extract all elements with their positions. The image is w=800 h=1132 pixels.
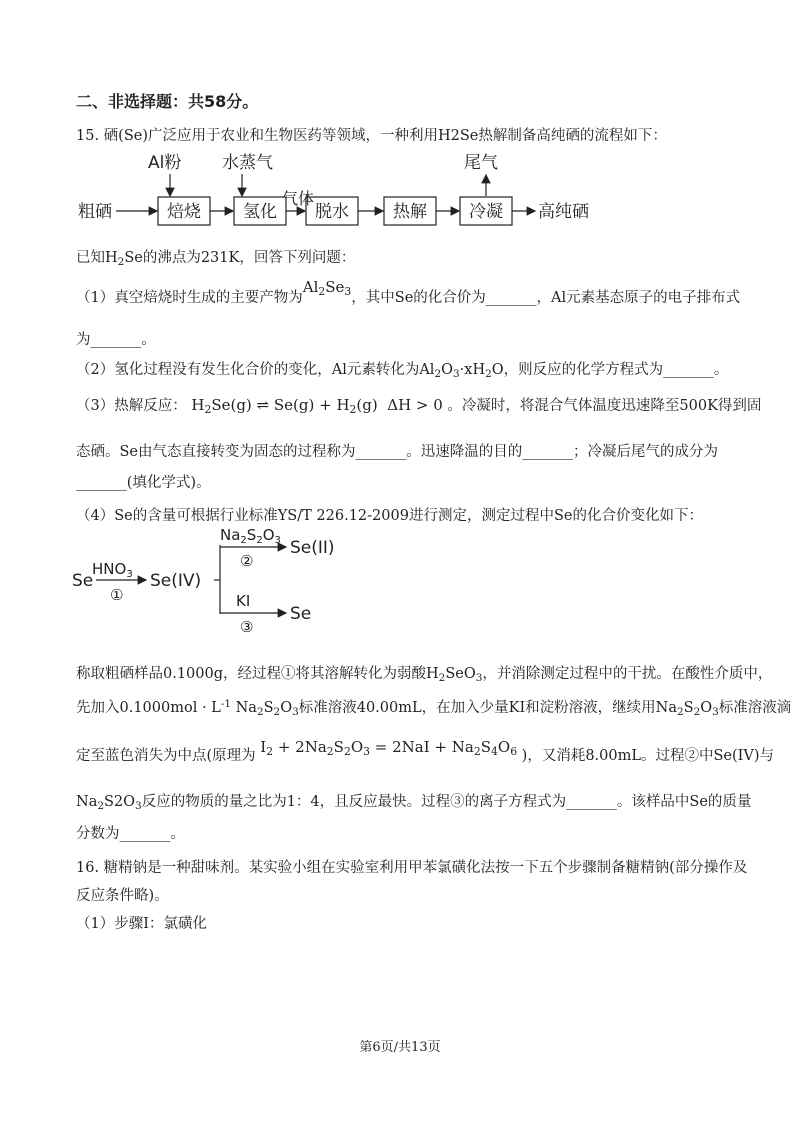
q15-part4-intro: （4）Se的含量可根据行业标准YS/T 226.12-2009进行测定，测定过程中Se的化合价变化如下：: [76, 508, 703, 524]
q15-part4-line1: 称取粗硒样品0.1000g，经过程①将其溶解转化为弱酸$H_2SeO_3$，并消除测定过程中的干扰。在酸性介质中，: [76, 666, 773, 685]
q15-part4-line3: 定至蓝色消失为中点(原理为 $I_2 + 2Na_2S_2O_3 = 2NaI + Na_2S_4O_6$ )，又消耗8.00mL。过程②中Se(IV)与: [76, 738, 775, 764]
q15-known: 已知$H_2Se$的沸点为231K，回答下列问题：: [76, 250, 356, 269]
q15-part3-line2: 态硒。Se由气态直接转变为固态的过程称为_______。迅速降温的目的_______；冷凝后尾气的成分为: [76, 444, 719, 460]
scheme-se4: Se(IV): [150, 571, 202, 591]
q15-part4-line2: 先加入$0.1000mol \cdot L^{-1}$ $Na_2S_2O_3$标准溶液40.00mL，在加入少量KI和淀粉溶液，继续用$Na_2S_2O_3$标准溶液滴: [76, 697, 792, 719]
scheme-na2s2o3: $Na_2S_2O_3$: [220, 526, 281, 546]
scheme-step2: ②: [240, 552, 254, 570]
flow-box-roast-label: 焙烧: [167, 202, 201, 222]
flow-box-pyrolysis-label: 热解: [393, 202, 427, 222]
q16-part1: （1）步骤I：氯磺化: [76, 916, 207, 932]
flow-box-condense-label: 冷凝: [469, 202, 503, 222]
reagent-al-label: Al粉: [148, 153, 182, 173]
q15-part1-line2: 为_______。: [76, 332, 156, 348]
iodine-thiosulfate-equation: $I_2 + 2Na_2S_2O_3 = 2NaI + Na_2S_4O_6$: [260, 738, 518, 759]
q15-part3-line1: （3）热解反应： $H_2Se(g)$ ⇌ $Se(g) + H_2(g) \Delta H > 0$ 。冷凝时，将混合气体温度迅速降至500K得到固: [76, 396, 762, 417]
flow-input-label: 粗硒: [78, 202, 112, 222]
process-flow-diagram: [70, 148, 630, 228]
flow-output-label: 高纯硒: [538, 202, 589, 222]
q15-intro: 15. 硒(Se)广泛应用于农业和生物医药等领域，一种利用H2Se热解制备高纯硒的流程如下：: [76, 128, 667, 144]
q15-part4-line5: 分数为_______。: [76, 826, 185, 842]
tail-gas-label: 尾气: [464, 153, 498, 173]
scheme-se2: Se(II): [290, 538, 335, 558]
pyrolysis-equation: $H_2Se(g)$ ⇌ $Se(g) + H_2(g) \Delta H > 0$: [191, 396, 443, 417]
q15-part2: （2）氢化过程没有发生化合价的变化，Al元素转化为$Al_2O_3\cdot xH_2O$，则反应的化学方程式为_______。: [76, 362, 729, 381]
scheme-se: Se: [72, 571, 94, 591]
scheme-ki: KI: [236, 592, 251, 610]
q15-part1-line1: （1）真空焙烧时生成的主要产物为$Al_2Se_3$，其中Se的化合价为_______，Al元素基态原子的电子排布式: [76, 278, 741, 306]
reagent-steam-label: 水蒸气: [222, 153, 273, 173]
scheme-hno3: $HNO_3$: [92, 560, 133, 580]
page-number: 第6页/共13页: [359, 1040, 441, 1055]
q16-line1: 16. 糖精钠是一种甜味剂。某实验小组在实验室利用甲苯氯磺化法按一下五个步骤制备糖精钠(部分操作及: [76, 860, 748, 876]
q16-line2: 反应条件略)。: [76, 888, 169, 904]
flow-box-hydrogenate-label: 氢化: [243, 202, 277, 222]
scheme-step1: ①: [110, 586, 124, 604]
gas-label: 气体: [282, 189, 315, 208]
flow-box-dehydrate-label: 脱水: [315, 202, 349, 222]
q15-part3-line3: _______(填化学式)。: [76, 475, 211, 491]
scheme-se0: Se: [290, 604, 312, 624]
scheme-step3: ③: [240, 618, 254, 636]
q15-part4-line4: $Na_2S2O_3$反应的物质的量之比为1：4，且反应最快。过程③的离子方程式为_______。该样品中Se的质量: [76, 794, 752, 813]
section-title: 二、非选择题：共58分。: [76, 92, 259, 111]
se-valence-scheme: [70, 520, 370, 640]
